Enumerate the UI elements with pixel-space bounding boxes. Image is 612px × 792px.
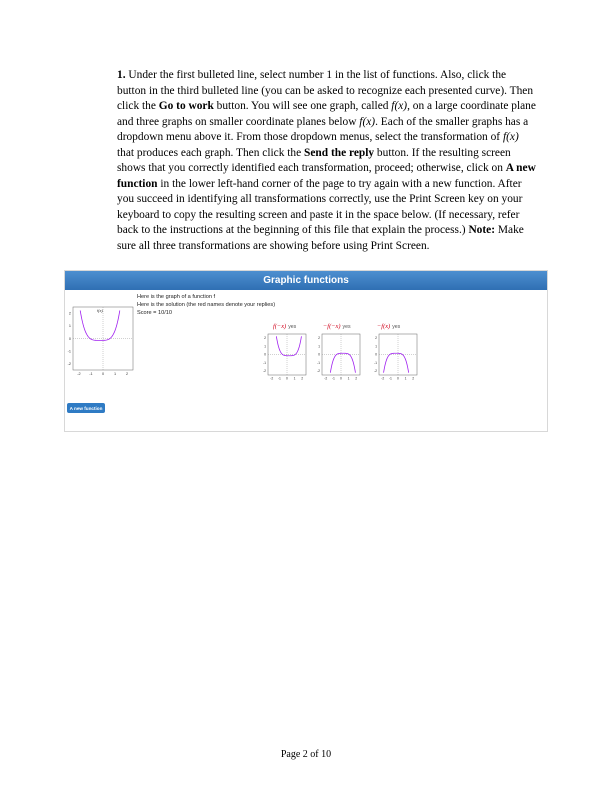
x-tick-label: -1 xyxy=(331,376,335,381)
y-tick-label: -1 xyxy=(262,360,266,365)
info-line-solution: Here is the solution (the red names denote your replies) xyxy=(137,302,276,308)
instruction-paragraph: 1. Under the first bulleted line, select number 1 in the list of functions. Also, click the button in the third bulleted line (you can be asked to recognize each presented curve). Then click the Go to work button. You will see one graph, called f(x), on a large coordinate plane and three graphs on smaller coordinate planes below f(x). Each of the smaller graphs has a dropdown menu above it. From those dropdown menus, select the transformation of f(x) that produces each graph. Then click the Send the reply button. If the resulting screen shows that you correctly identified each transformation, proceed; otherwise, click on A new function in the lower left-hand corner of the page to try again with a new function. After you succeed in identifying all transformations correctly, use the Print Screen key on your keyboard to copy the resulting screen and paste it in the space below. (If necessary, refer back to the instructions at the beginning of this file that explain the process.) Note: Make sure all three transformations are showing before using Print Screen. xyxy=(117,69,536,252)
y-tick-label: 0 xyxy=(375,352,377,357)
curve-label: f(x) xyxy=(97,308,103,313)
x-tick-label: 2 xyxy=(125,371,129,376)
x-tick-label: -1 xyxy=(277,376,281,381)
x-tick-label: -2 xyxy=(77,371,81,376)
step-number: 1. xyxy=(117,69,126,81)
x-tick-label: 0 xyxy=(101,371,105,376)
y-tick-label: 0 xyxy=(68,336,71,341)
x-tick-label: 2 xyxy=(355,376,358,381)
y-tick-label: 1 xyxy=(264,344,266,349)
transform-label-1: f(−x) yes xyxy=(273,323,297,330)
x-tick-label: 0 xyxy=(286,376,288,381)
transform-label-3: −f(x) yes xyxy=(377,323,401,330)
info-line-score: Score = 10/10 xyxy=(137,310,172,316)
transform-label-2: −f(−x) yes xyxy=(323,323,351,330)
embedded-screenshot xyxy=(64,270,548,432)
new-function-label: A new function xyxy=(117,162,536,190)
y-tick-label: -1 xyxy=(67,349,71,354)
x-tick-label: 1 xyxy=(404,376,407,381)
y-tick-label: 1 xyxy=(318,344,320,349)
new-function-button[interactable]: A new function xyxy=(67,403,105,413)
small-graph-1 xyxy=(261,333,307,383)
x-tick-label: -2 xyxy=(324,376,328,381)
y-tick-label: 1 xyxy=(375,344,377,349)
main-function-graph xyxy=(67,305,135,379)
y-tick-label: -2 xyxy=(373,369,377,374)
small-graph-3 xyxy=(372,333,418,383)
y-tick-label: -2 xyxy=(67,361,71,366)
y-tick-label: -1 xyxy=(316,360,320,365)
x-tick-label: 1 xyxy=(347,376,350,381)
y-tick-label: -2 xyxy=(262,369,266,374)
y-tick-label: 0 xyxy=(264,352,266,357)
x-tick-label: -1 xyxy=(89,371,93,376)
go-to-work-label: Go to work xyxy=(158,100,214,112)
y-tick-label: 2 xyxy=(318,336,320,341)
x-tick-label: 0 xyxy=(340,376,342,381)
page-footer: Page 2 of 10 xyxy=(280,749,332,760)
note-label: Note: xyxy=(468,224,496,236)
x-tick-label: 2 xyxy=(301,376,304,381)
x-tick-label: 1 xyxy=(113,371,117,376)
small-graph-2 xyxy=(315,333,361,383)
x-tick-label: -1 xyxy=(388,376,392,381)
info-line-graph: Here is the graph of a function f xyxy=(137,294,216,300)
y-tick-label: -1 xyxy=(373,360,377,365)
x-tick-label: 0 xyxy=(397,376,399,381)
y-tick-label: 1 xyxy=(68,324,71,329)
y-tick-label: 0 xyxy=(318,352,320,357)
x-tick-label: 2 xyxy=(412,376,415,381)
x-tick-label: -2 xyxy=(270,376,274,381)
y-tick-label: -2 xyxy=(316,369,320,374)
graphic-functions-header: Graphic functions xyxy=(65,271,547,290)
y-tick-label: 2 xyxy=(375,336,377,341)
send-reply-label: Send the reply xyxy=(304,146,375,159)
x-tick-label: -2 xyxy=(381,376,385,381)
y-tick-label: 2 xyxy=(264,336,266,341)
y-tick-label: 2 xyxy=(68,311,71,316)
x-tick-label: 1 xyxy=(293,376,296,381)
